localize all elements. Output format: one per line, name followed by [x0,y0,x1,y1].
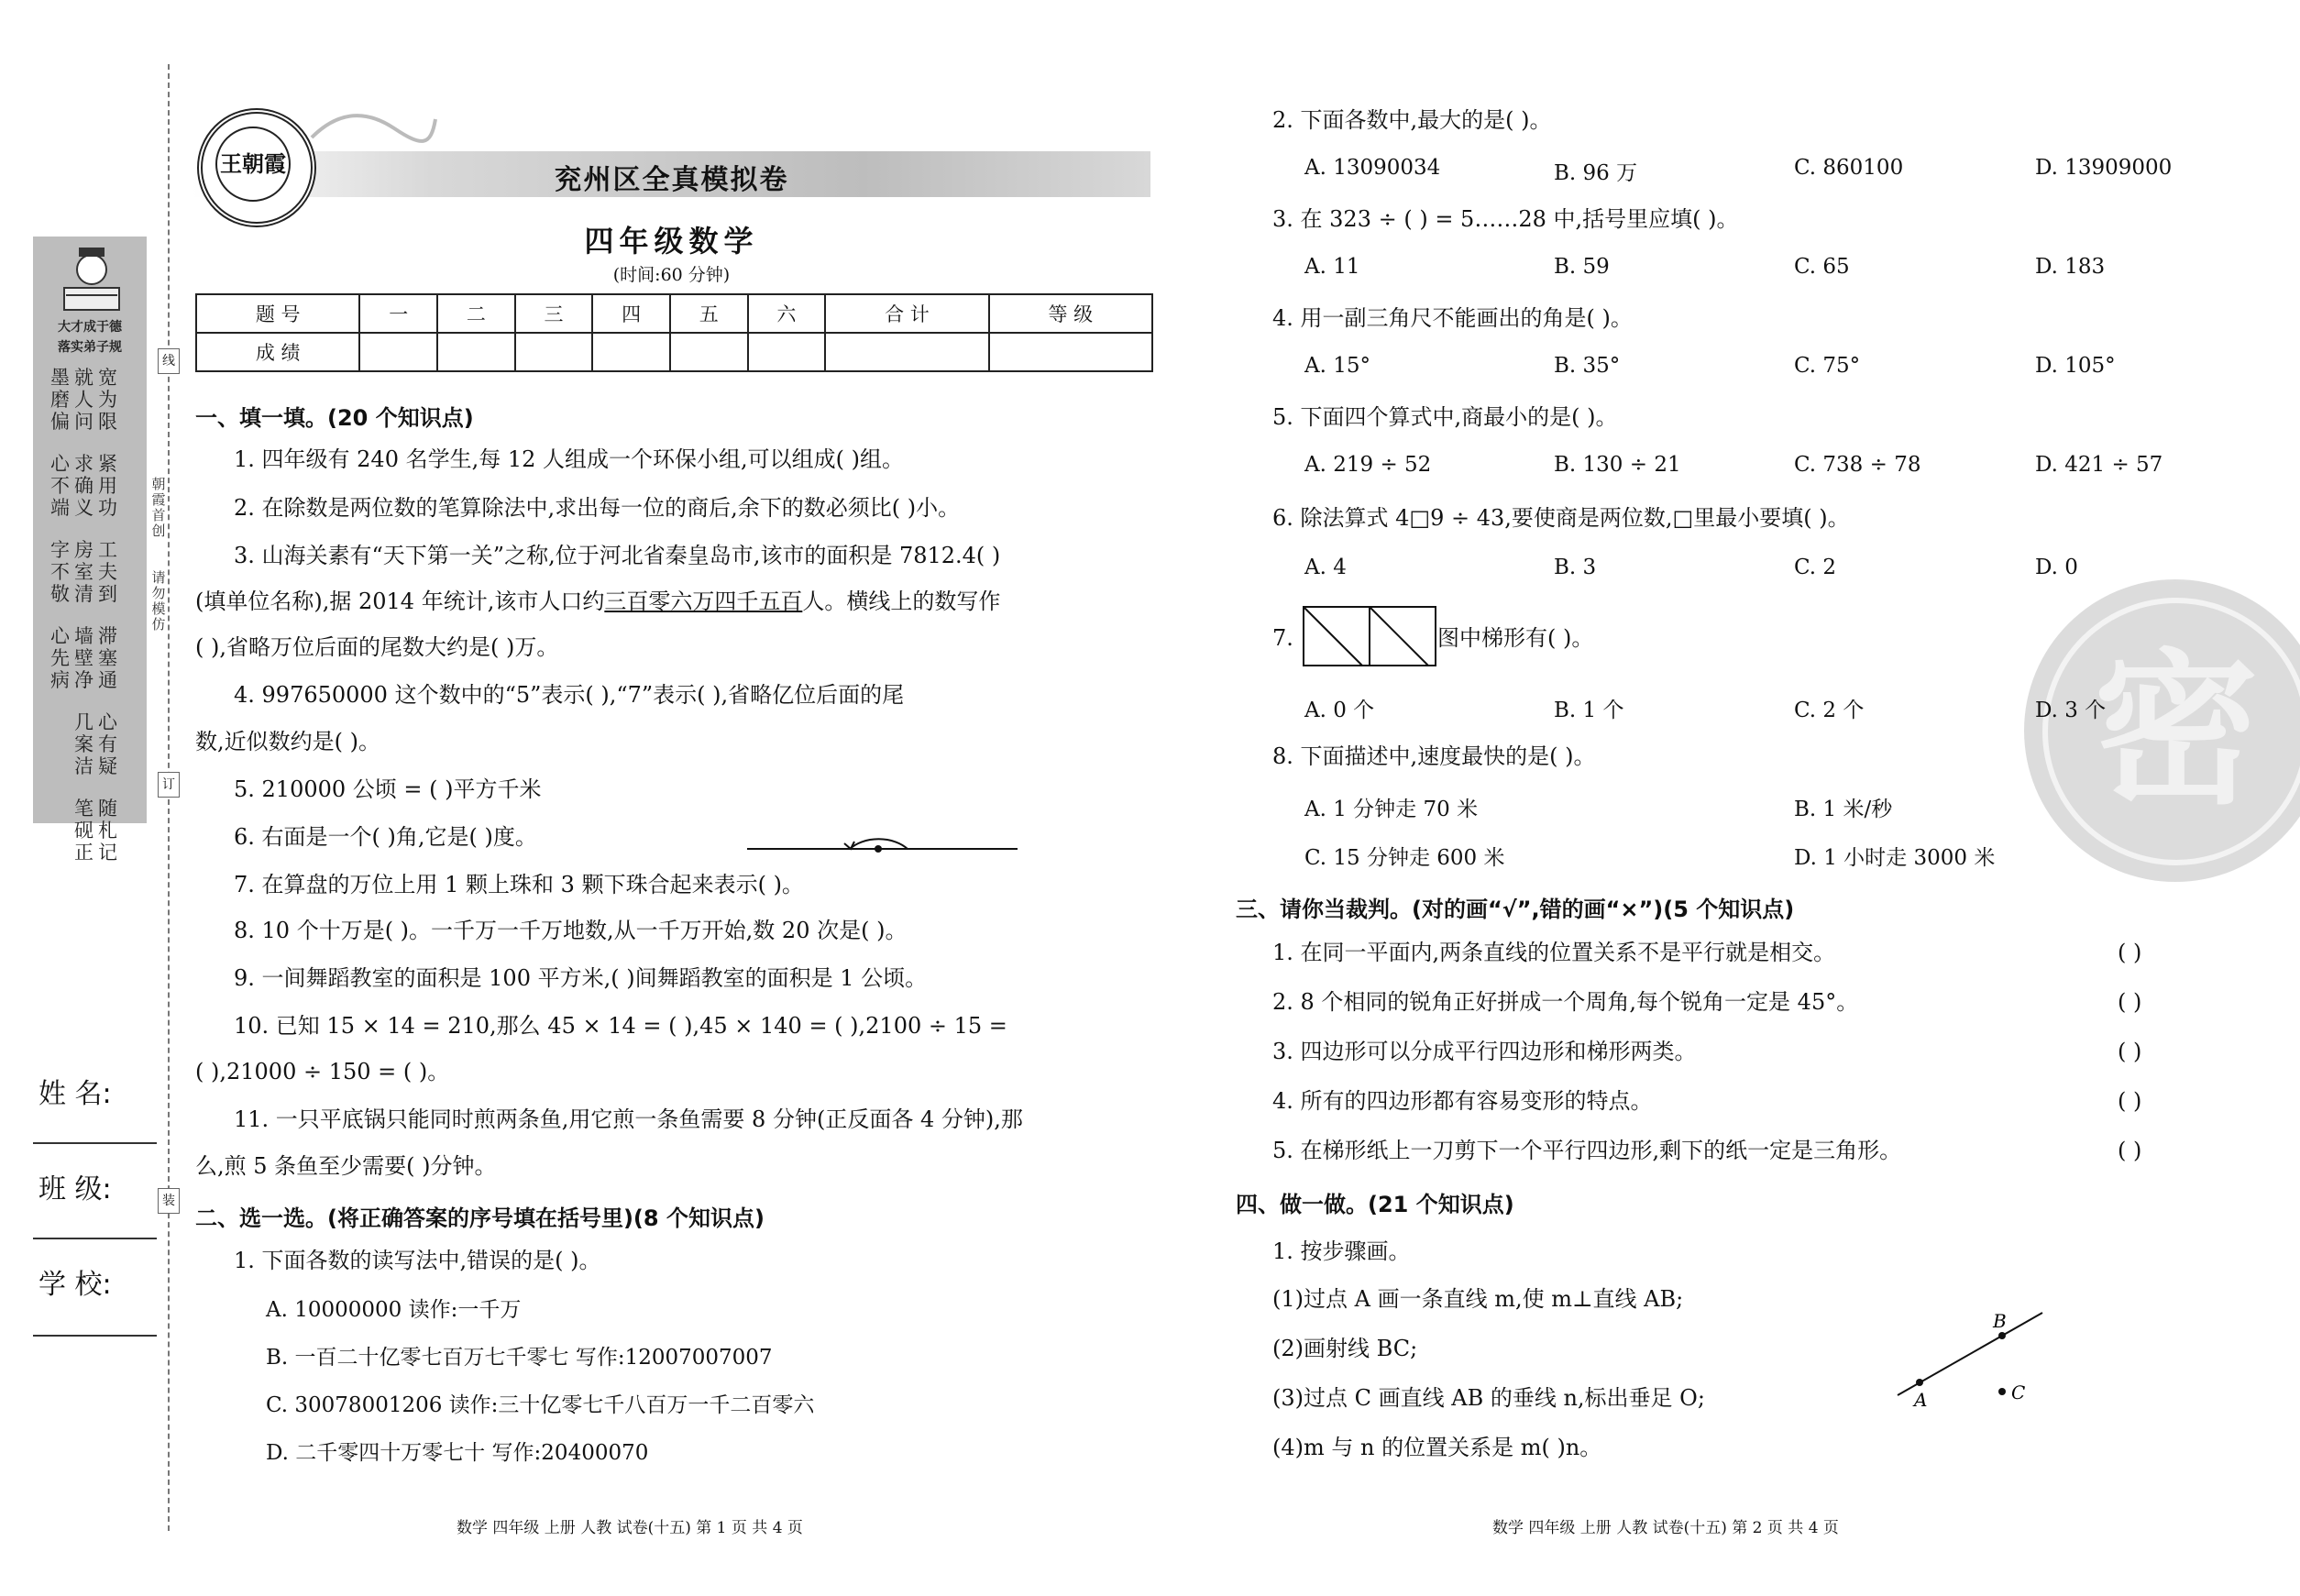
cut-mark-fold: 装 [158,1188,180,1214]
s1-q3-pre: (填单位名称),据 2014 年统计,该市人口约 [195,589,605,614]
footer-left: 数学 四年级 上册 人教 试卷(十五) 第 1 页 共 4 页 [457,1519,803,1537]
score-input-cell[interactable] [670,333,748,371]
s2-q6: 6. 除法算式 4□9 ÷ 43,要使商是两位数,□里最小要填( )。 [1272,505,1850,531]
s1-q1: 1. 四年级有 240 名学生,每 12 人组成一个环保小组,可以组成( )组。 [234,446,905,472]
name-line[interactable] [33,1142,157,1144]
point-a-label: A [1914,1389,1928,1411]
score-cell: 二 [437,294,515,333]
s3-answer-4[interactable]: ( ) [2118,1088,2142,1114]
verse-column-1: 宽 为 限 紧 用 功 工 夫 到 滞 塞 通 心 有 疑 随 札 记 [98,367,117,864]
s1-q7: 7. 在算盘的万位上用 1 颗上珠和 3 颗下珠合起来表示( )。 [234,872,804,897]
s3-answer-2[interactable]: ( ) [2118,989,2142,1015]
s2-q4-option-b[interactable]: B. 35° [1554,354,1621,378]
s1-q8: 8. 10 个十万是( )。一千万一千万地数,从一千万开始,数 20 次是( )。 [234,918,908,943]
s3-item-2: 2. 8 个相同的锐角正好拼成一个周角,每个锐角一定是 45°。 [1272,989,1859,1015]
ribbon-icon [303,101,440,156]
s1-q11-line1: 11. 一只平底锅只能同时煎两条鱼,用它煎一条鱼需要 8 分钟(正反面各 4 分钟),那 [234,1106,1023,1132]
name-label: 姓 名: [39,1078,112,1110]
s2-q6-option-b[interactable]: B. 3 [1554,556,1597,579]
point-c-label: C [2011,1381,2026,1403]
s4-step-2: (2)画射线 BC; [1272,1336,1418,1361]
class-label: 班 级: [39,1173,112,1205]
s2-q3: 3. 在 323 ÷ ( ) = 5……28 中,括号里应填( )。 [1272,206,1739,232]
s2-q3-option-c[interactable]: C. 65 [1794,255,1850,279]
s3-item-5: 5. 在梯形纸上一刀剪下一个平行四边形,剩下的纸一定是三角形。 [1272,1138,1902,1163]
s2-q1-option-d[interactable]: D. 二千零四十万零七十 写作:20400070 [266,1441,649,1465]
s2-q7-option-b[interactable]: B. 1 个 [1554,699,1624,722]
s1-q3-underlined: 三百零六万四千五百 [604,589,803,614]
motto-2: 落实弟子规 [58,340,122,355]
time-limit: (时间:60 分钟) [612,265,731,285]
stamp-text: 密 [2042,598,2300,865]
s2-q1: 1. 下面各数的读写法中,错误的是( )。 [234,1248,601,1273]
s2-q5: 5. 下面四个算式中,商最小的是( )。 [1272,404,1618,430]
score-input-cell[interactable] [592,333,670,371]
s2-q6-option-a[interactable]: A. 4 [1304,556,1347,579]
score-input-cell[interactable] [359,333,437,371]
s1-q3-line2 [195,588,1000,615]
s2-q1-option-c[interactable]: C. 30078001206 读作:三十亿零七千八百万一千二百零六 [266,1393,815,1417]
s1-q6: 6. 右面是一个( )角,它是( )度。 [234,824,537,850]
s3-answer-3[interactable]: ( ) [2118,1039,2142,1064]
s2-q5-option-d[interactable]: D. 421 ÷ 57 [2035,453,2163,477]
s1-q5: 5. 210000 公顷 = ( )平方千米 [234,776,542,802]
s1-q2: 2. 在除数是两位数的笔算除法中,求出每一位的商后,余下的数必须比( )小。 [234,495,961,521]
s1-q11-line2: 么,煎 5 条鱼至少需要( )分钟。 [195,1153,497,1179]
cut-mark-line: 线 [158,348,180,374]
score-input-cell[interactable] [515,333,593,371]
s2-q6-option-d[interactable]: D. 0 [2035,556,2078,579]
footer-right: 数学 四年级 上册 人教 试卷(十五) 第 2 页 共 4 页 [1492,1519,1839,1537]
s3-item-4: 4. 所有的四边形都有容易变形的特点。 [1272,1088,1653,1114]
fold-line [168,64,170,1531]
score-cell: 六 [748,294,826,333]
score-table-header-row [196,294,1152,333]
copyright-note-1: 朝霞首创 [151,476,166,539]
score-cell: 题 号 [196,294,359,333]
subject-title: 四年级数学 [584,224,759,259]
s3-item-1: 1. 在同一平面内,两条直线的位置关系不是平行就是相交。 [1272,940,1836,965]
s1-q4-line1: 4. 997650000 这个数中的“5”表示( ),“7”表示( ),省略亿位后面的尾 [234,682,905,708]
scholar-figure-icon [55,240,128,315]
s2-q2-option-a[interactable]: A. 13090034 [1304,156,1441,180]
s2-q8-option-b[interactable]: B. 1 米/秒 [1794,798,1893,821]
score-cell: 一 [359,294,437,333]
trapezoid-figure [1302,605,1439,669]
s2-q2: 2. 下面各数中,最大的是( )。 [1272,107,1552,133]
s2-q4-option-a[interactable]: A. 15° [1304,354,1370,378]
s1-q10-line1: 10. 已知 15 × 14 = 210,那么 45 × 14 = ( ),45 × 140 = ( ),2100 ÷ 15 = [234,1013,1007,1039]
s1-q4-line2: 数,近似数约是( )。 [195,729,380,754]
score-table [195,293,1153,372]
copyright-note-2: 请勿模仿 [151,569,166,633]
s2-q7: 图中梯形有( )。 [1437,625,1594,651]
s2-q3-option-b[interactable]: B. 59 [1554,255,1610,279]
s2-q3-option-a[interactable]: A. 11 [1304,255,1360,279]
score-cell: 四 [592,294,670,333]
score-input-cell[interactable] [825,333,988,371]
s4-q1: 1. 按步骤画。 [1272,1238,1411,1264]
s3-item-3: 3. 四边形可以分成平行四边形和梯形两类。 [1272,1039,1697,1064]
s1-q9: 9. 一间舞蹈教室的面积是 100 平方米,( )间舞蹈教室的面积是 1 公顷。 [234,965,928,991]
section-1-heading: 一、填一填。(20 个知识点) [195,405,474,431]
score-table-score-row [196,333,1152,371]
score-cell: 三 [515,294,593,333]
section-4-heading: 四、做一做。(21 个知识点) [1236,1192,1514,1217]
s2-q1-option-a[interactable]: A. 10000000 读作:一千万 [266,1298,522,1322]
s2-q8: 8. 下面描述中,速度最快的是( )。 [1272,743,1596,769]
straight-angle-figure [747,819,1022,855]
paper-title: 兖州区全真模拟卷 [554,164,789,196]
school-label: 学 校: [39,1269,112,1301]
s2-q6-option-c[interactable]: C. 2 [1794,556,1837,579]
logo-text: 王朝霞 [215,127,291,202]
s4-step-3: (3)过点 C 画直线 AB 的垂线 n,标出垂足 O; [1272,1385,1705,1411]
score-input-cell[interactable] [437,333,515,371]
secret-stamp [2024,579,2300,882]
s1-q3-line1: 3. 山海关素有“天下第一关”之称,位于河北省秦皇岛市,该市的面积是 7812.4( ) [234,543,1001,568]
s2-q8-option-a[interactable]: A. 1 分钟走 70 米 [1304,798,1479,821]
section-2-heading: 二、选一选。(将正确答案的序号填在括号里)(8 个知识点) [195,1205,765,1231]
s1-q3-post: 人。横线上的数写作 [802,589,1001,614]
s1-q3-line3: ( ),省略万位后面的尾数大约是( )万。 [195,634,559,660]
cut-mark-bind: 订 [158,772,180,798]
s2-q5-option-b[interactable]: B. 130 ÷ 21 [1554,453,1681,477]
verse-column-3: 墨 磨 偏 心 不 端 字 不 敬 心 先 病 [50,367,70,691]
s2-q2-option-c[interactable]: C. 860100 [1794,156,1904,180]
motto-1: 大才成于德 [58,320,122,335]
s2-q5-option-a[interactable]: A. 219 ÷ 52 [1304,453,1432,477]
s3-answer-1[interactable]: ( ) [2118,940,2142,965]
score-input-cell[interactable] [748,333,826,371]
s2-q8-option-c[interactable]: C. 15 分钟走 600 米 [1304,846,1505,870]
score-cell: 五 [670,294,748,333]
class-line[interactable] [33,1238,157,1239]
s2-q5-option-c[interactable]: C. 738 ÷ 78 [1794,453,1921,477]
score-input-cell[interactable] [989,333,1152,371]
s2-q2-option-d[interactable]: D. 13909000 [2035,156,2173,180]
score-cell: 等 级 [989,294,1152,333]
s1-q10-line2: ( ),21000 ÷ 150 = ( )。 [195,1059,450,1084]
score-cell: 合 计 [825,294,988,333]
s4-step-1: (1)过点 A 画一条直线 m,使 m⊥直线 AB; [1272,1286,1684,1312]
s2-q4: 4. 用一副三角尺不能画出的角是( )。 [1272,305,1633,331]
score-row-label: 成 绩 [196,333,359,371]
section-3-heading: 三、请你当裁判。(对的画“√”,错的画“×”)(5 个知识点) [1236,897,1795,922]
verse-column-2: 就 人 问 求 确 义 房 室 清 墙 壁 净 几 案 洁 笔 砚 正 [74,367,94,864]
s2-q7-option-a[interactable]: A. 0 个 [1304,699,1375,722]
s2-q4-option-c[interactable]: C. 75° [1794,354,1861,378]
s2-q1-option-b[interactable]: B. 一百二十亿零七百万七千零七 写作:12007007007 [266,1346,773,1370]
s4-step-4: (4)m 与 n 的位置关系是 m( )n。 [1272,1435,1602,1460]
s2-q4-option-d[interactable]: D. 105° [2035,354,2116,378]
school-line[interactable] [33,1335,157,1337]
s2-q7-number: 7. [1272,625,1293,651]
sidebar-verses [50,367,116,884]
geometry-figure [1888,1302,2053,1412]
point-b-label: B [1993,1310,2007,1332]
s2-q2-option-b[interactable]: B. 96 万 [1554,161,1638,185]
s2-q7-option-c[interactable]: C. 2 个 [1794,699,1865,722]
s2-q8-option-d[interactable]: D. 1 小时走 3000 米 [1794,846,1996,870]
s3-answer-5[interactable]: ( ) [2118,1138,2142,1163]
s2-q3-option-d[interactable]: D. 183 [2035,255,2106,279]
s2-q7-option-d[interactable]: D. 3 个 [2035,699,2107,722]
